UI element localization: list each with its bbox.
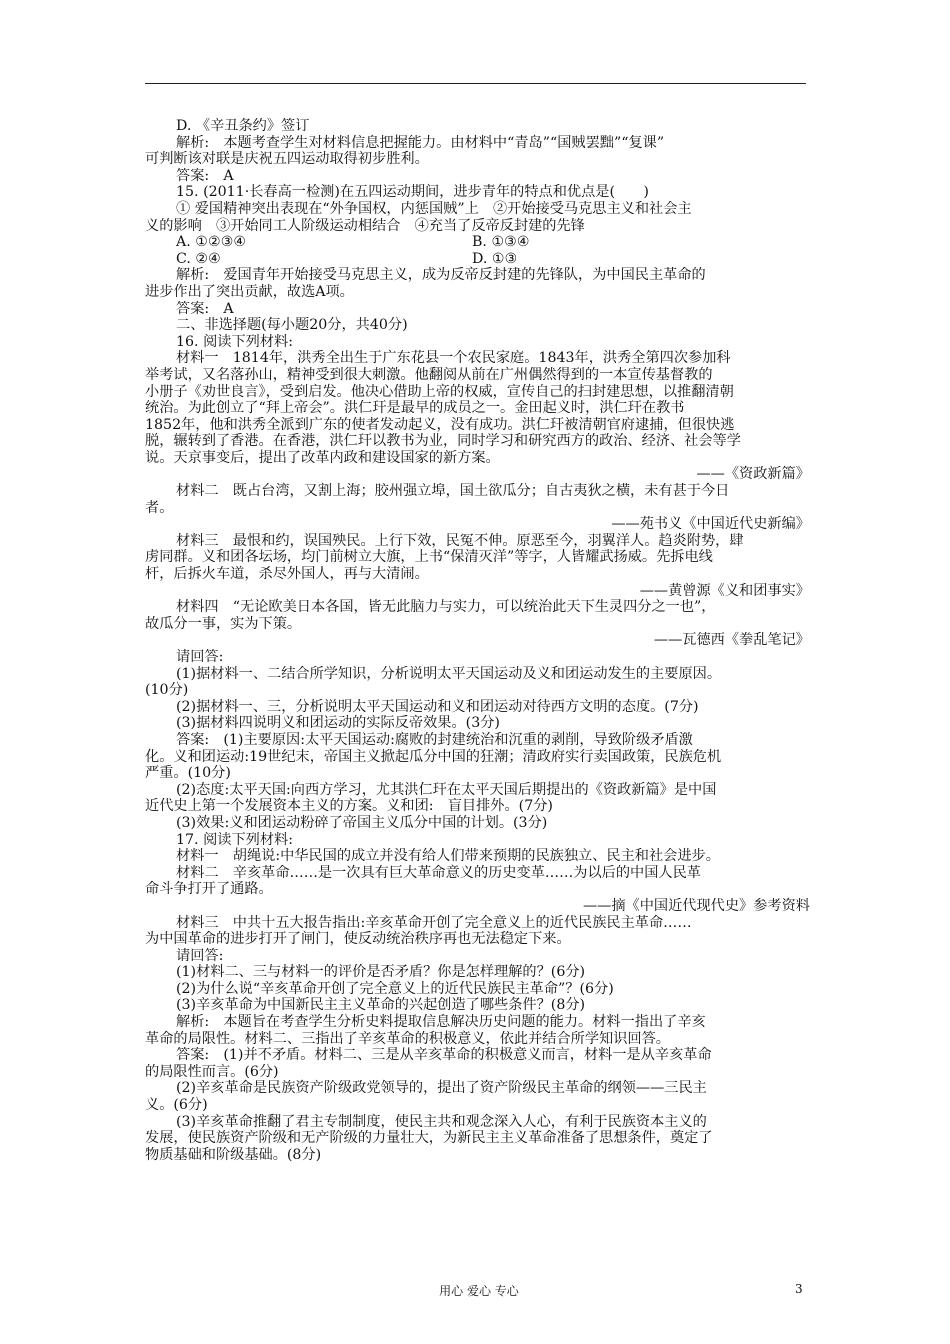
text-line: 义的影响 ③开始同工人阶级运动相结合 ④充当了反帝反封建的先锋 <box>145 217 585 234</box>
text-line: 进步作出了突出贡献，故选A项。 <box>145 283 354 300</box>
text-line: 的局限性而言。(6分) <box>145 1063 279 1080</box>
text-line: 近代史上第一个发展资本主义的方案。义和团: 盲目排外。(7分) <box>145 798 553 815</box>
text-line: 解析: 本题考查学生对材料信息把握能力。由材料中“青岛”“国贼罢黜”“复课” <box>176 134 665 151</box>
text-line: 统治。为此创立了“拜上帝会”。洪仁玕是最早的成员之一。金田起义时，洪仁玕在教书 <box>145 400 685 417</box>
page-number: 3 <box>795 1282 803 1296</box>
option-text: D. ①③ <box>472 250 518 267</box>
text-line: 答案: (1)主要原因:太平天国运动:腐败的封建统治和沉重的剥削，导致阶级矛盾激 <box>176 731 693 748</box>
text-line: 解析: 本题旨在考查学生分析史料提取信息解决历史问题的能力。材料一指出了辛亥 <box>176 1014 706 1031</box>
text-line: 者。 <box>145 499 174 516</box>
text-line: 答案: (1)并不矛盾。材料二、三是从辛亥革命的积极意义而言，材料一是从辛亥革命 <box>176 1047 712 1064</box>
text-line: (3)据材料四说明义和团运动的实际反帝效果。(3分) <box>176 715 500 732</box>
text-line: 小册子《劝世良言》，受到启发。他决心借助上帝的权威，宣传自己的扫封建思想，以推翻清朝 <box>145 383 734 400</box>
source-citation: ——黄曾源《义和团事实》 <box>639 582 810 599</box>
text-line: 故瓜分一事，实为下策。 <box>145 615 302 632</box>
option-row <box>145 234 810 251</box>
text-line: 可判断该对联是庆祝五四运动取得初步胜利。 <box>145 151 429 168</box>
footer-slogan: 用心 爱心 专心 <box>439 1284 519 1298</box>
text-line: (1)据材料一、二结合所学知识，分析说明太平天国运动及义和团运动发生的主要原因。 <box>176 665 722 682</box>
option-text: A. ①②③④ <box>176 234 247 251</box>
text-line: 脱，辗转到了香港。在香港，洪仁玕以教书为业，同时学习和研究西方的政治、经济、社会等学 <box>145 433 741 450</box>
text-line: 举考试，又名落孙山，精神受到很大刺激。他翻阅从前在广州偶然得到的一本宣传基督教的 <box>145 366 713 383</box>
text-line: 杆，后拆火车道，杀尽外国人，再与大清闹。 <box>145 566 429 583</box>
text-line: 请回答: <box>176 649 224 665</box>
text-line: 解析: 爱国青年开始接受马克思主义，成为反帝反封建的先锋队，为中国民主革命的 <box>176 267 706 284</box>
text-line: 1852年，他和洪秀全派到广东的使者发动起义，没有成功。洪仁玕被清朝官府逮捕，但很快逃 <box>145 416 735 433</box>
header-rule <box>145 83 806 84</box>
text-line: (3)效果:义和团运动粉碎了帝国主义瓜分中国的计划。(3分) <box>176 814 548 831</box>
text-line: 16. 阅读下列材料: <box>176 333 293 350</box>
text-line: (2)为什么说“辛亥革命开创了完全意义上的近代民族民主革命”？(6分) <box>176 980 614 997</box>
text-line: 物质基础和阶级基础。(8分) <box>145 1146 322 1163</box>
source-citation: ——《资政新篇》 <box>696 466 810 483</box>
text-line: D. 《辛丑条约》签订 <box>176 118 310 134</box>
text-line: 义。(6分) <box>145 1097 208 1114</box>
text-line: 材料三 最恨和约，误国殃民。上行下效，民冤不伸。原恶至今，羽翼洋人。趋炎附势，肆 <box>176 532 744 549</box>
source-citation: ——瓦德西《拳乱笔记》 <box>653 632 810 649</box>
text-line: (1)材料二、三与材料一的评价是否矛盾？你是怎样理解的？(6分) <box>176 964 586 981</box>
text-line: 化。义和团运动:19世纪末，帝国主义掀起瓜分中国的狂潮；清政府实行卖国政策，民族危机 <box>145 748 722 765</box>
text-line: 说。天京事变后，提出了改革内政和建设国家的新方案。 <box>145 449 500 466</box>
text-line: 材料二 既占台湾，又割上海；胶州强立埠，国土欲瓜分；自古夷狄之横，未有甚于今日 <box>176 483 730 500</box>
text-line: (3)辛亥革命为中国新民主主义革命的兴起创造了哪些条件？(8分) <box>176 997 586 1014</box>
text-line: 答案: A <box>176 300 234 317</box>
text-line: (3)辛亥革命推翻了君主专制制度，使民主共和观念深入人心，有利于民族资本主义的 <box>176 1113 707 1130</box>
text-line: (2)辛亥革命是民族资产阶级政党领导的，提出了资产阶级民主革命的纲领——三民主 <box>176 1080 707 1097</box>
text-line: 虏同群。义和团各坛场，均门前树立大旗，上书“保清灭洋”等字，人皆耀武扬威。先拆电线 <box>145 549 713 566</box>
text-line: 发展，使民族资产阶级和无产阶级的力量壮大，为新民主主义革命准备了思想条件，奠定了 <box>145 1130 713 1147</box>
text-line: (10分) <box>145 682 189 699</box>
text-line: 严重。(10分) <box>145 765 231 782</box>
text-line: 材料一 胡绳说:中华民国的成立并没有给人们带来预期的民族独立、民主和社会进步。 <box>176 848 720 865</box>
text-line: 材料四 “无论欧美日本各国，皆无此脑力与实力，可以统治此天下生灵四分之一也”， <box>176 599 716 616</box>
text-line: 材料三 中共十五大报告指出:辛亥革命开创了完全意义上的近代民族民主革命…… <box>176 914 692 931</box>
text-line: (2)据材料一、三，分析说明太平天国运动和义和团运动对待西方文明的态度。(7分) <box>176 698 699 715</box>
text-line: 命斗争打开了通路。 <box>145 881 273 898</box>
text-line: 15. (2011·长春高一检测)在五四运动期间，进步青年的特点和优点是( ) <box>176 184 649 201</box>
text-line: 材料二 辛亥革命……是一次具有巨大革命意义的历史变革……为以后的中国人民革 <box>176 864 701 881</box>
option-text: C. ②④ <box>176 250 221 267</box>
text-line: 17. 阅读下列材料: <box>176 831 293 848</box>
source-citation: ——摘《中国近代现代史》参考资料 <box>582 897 810 914</box>
source-citation: ——苑书义《中国近代史新编》 <box>611 516 810 533</box>
text-line: ① 爱国精神突出表现在“外争国权，内惩国贼”上 ②开始接受马克思主义和社会主 <box>176 200 692 217</box>
text-line: 革命的局限性。材料二、三指出了辛亥革命的积极意义，依此并结合所学知识回答。 <box>145 1030 670 1047</box>
text-line: 二、非选择题(每小题20分，共40分) <box>176 317 408 334</box>
page-body <box>145 118 810 1163</box>
option-text: B. ①③④ <box>472 234 530 251</box>
text-line: 为中国革命的进步打开了闸门，使反动统治秩序再也无法稳定下来。 <box>145 931 571 948</box>
text-line: (2)态度:太平天国:向西方学习，尤其洪仁玕在太平天国后期提出的《资政新篇》是中国 <box>176 781 717 798</box>
text-line: 请回答: <box>176 947 224 964</box>
option-row <box>145 251 810 268</box>
text-line: 材料一 1814年，洪秀全出生于广东花县一个农民家庭。1843年，洪秀全第四次参加科 <box>176 350 731 367</box>
text-line: 答案: A <box>176 167 234 184</box>
